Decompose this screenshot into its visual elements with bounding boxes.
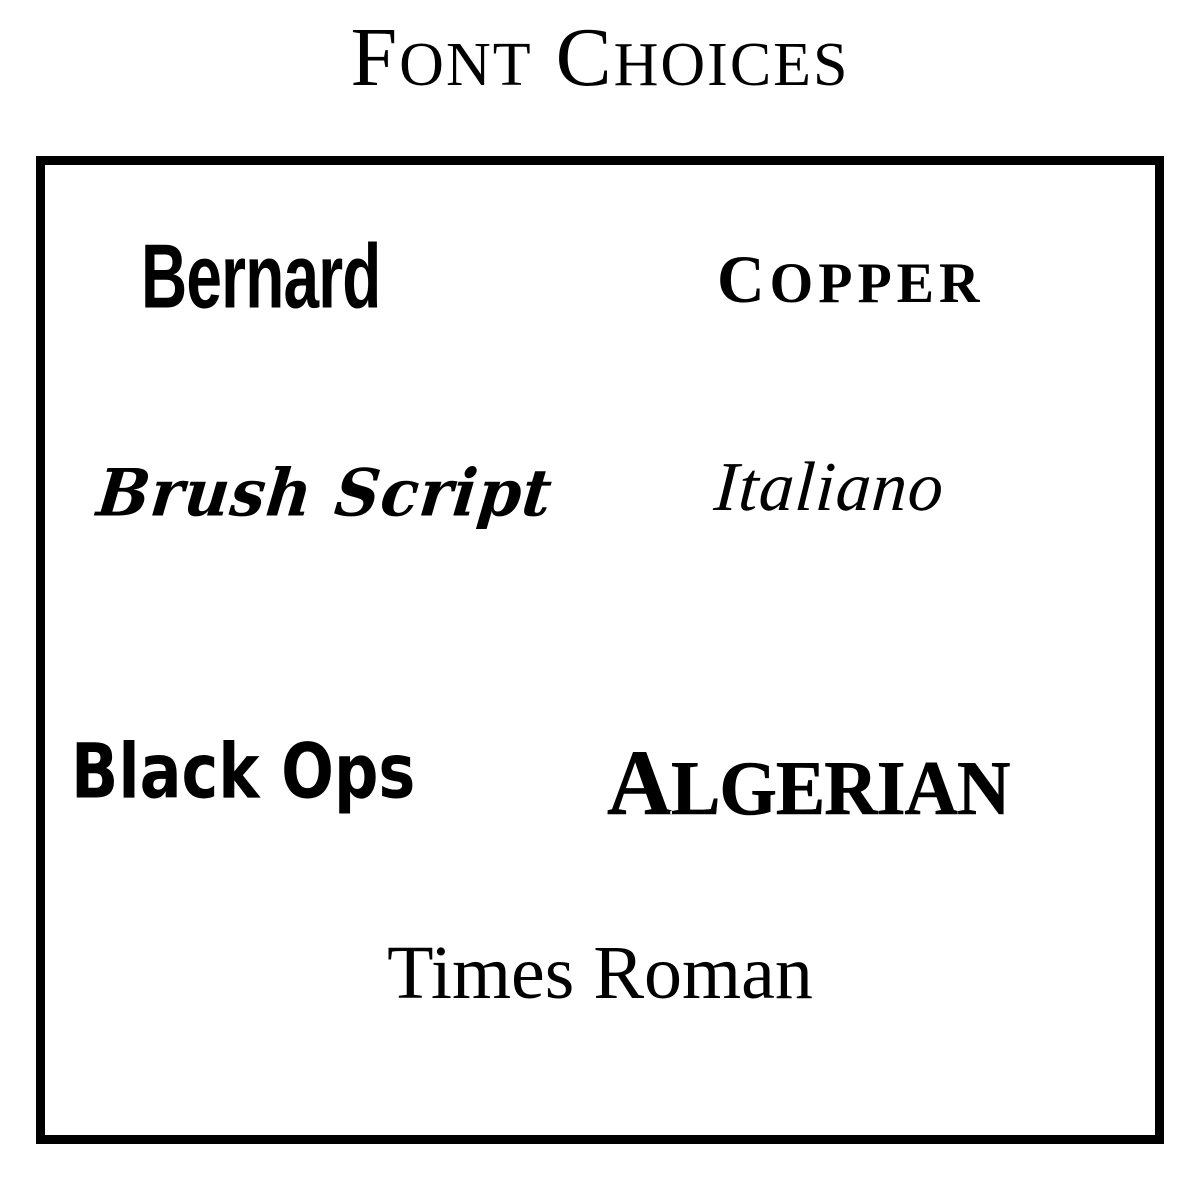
font-sample-algerian <box>607 731 1010 835</box>
page-title <box>0 11 1200 104</box>
font-sample-copper-lead: C <box>717 242 770 318</box>
title-word-font-rest: ONT <box>399 31 533 99</box>
font-sample-brush-script: Brush Script <box>93 454 557 532</box>
font-sample-algerian-lead: A <box>607 731 671 835</box>
font-sample-algerian-rest: LGERIAN <box>671 746 1010 832</box>
samples-frame <box>36 156 1164 1144</box>
title-word-choices-lead: C <box>555 11 614 104</box>
font-sample-italiano: Italiano <box>711 449 947 526</box>
title-word-font-lead: F <box>350 11 400 104</box>
font-sample-times-roman: Times Roman <box>387 931 813 1015</box>
samples-list <box>45 165 1155 1135</box>
font-sample-copper <box>717 242 985 318</box>
font-sample-black-ops: Black Ops <box>71 729 416 817</box>
font-sample-bernard: Bernard <box>141 225 381 328</box>
title-word-choices-rest: HOICES <box>613 31 850 99</box>
font-sample-copper-rest: OPPER <box>769 252 985 316</box>
